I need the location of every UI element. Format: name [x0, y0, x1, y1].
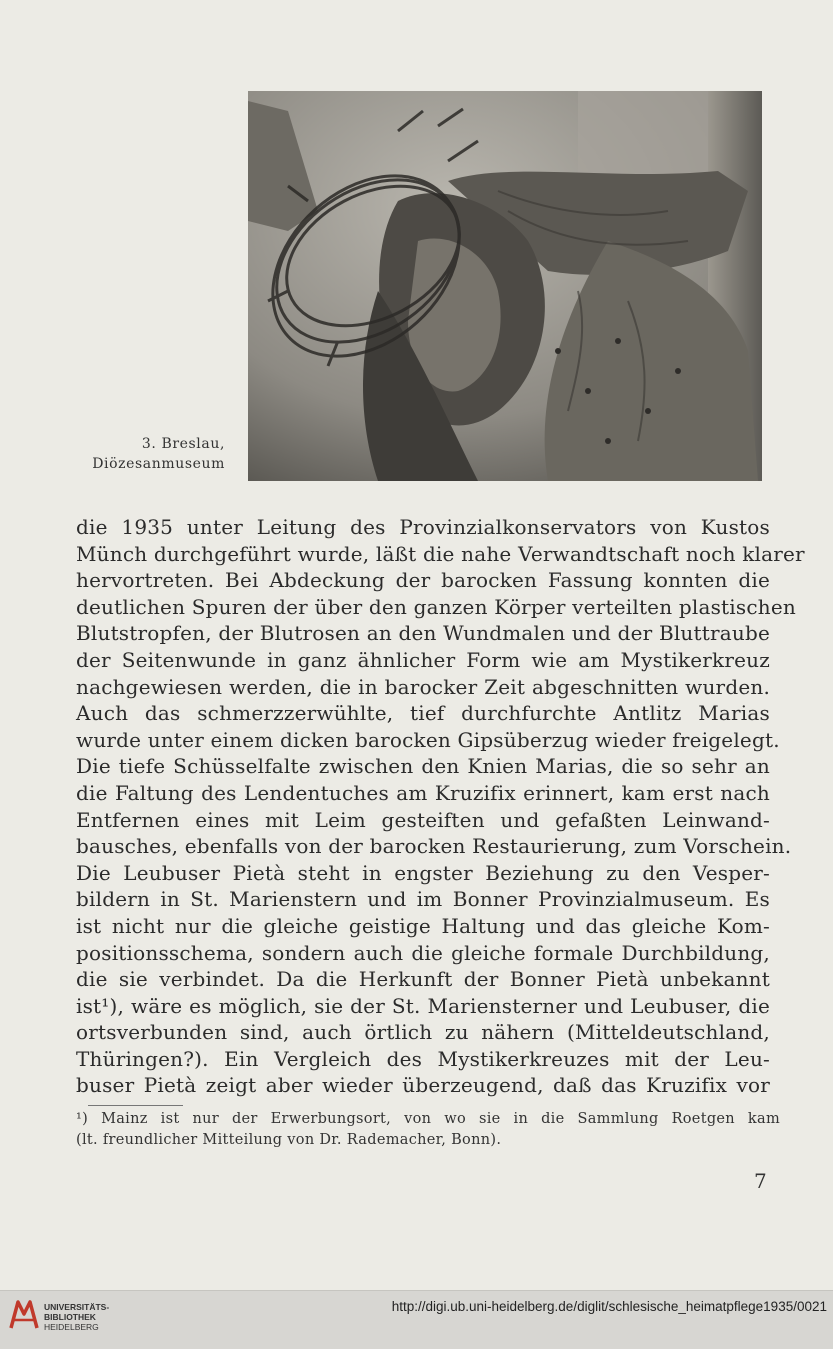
- text-line: nachgewiesen werden, die in barocker Zeit abgeschnitten wurden.: [76, 674, 770, 699]
- library-logo-icon[interactable]: [8, 1298, 40, 1332]
- crucifix-head-photo: [248, 91, 762, 481]
- figure-photo: [248, 91, 762, 481]
- text-line: Die tiefe Schüsselfalte zwischen den Knien Marias, die so sehr an: [76, 754, 770, 779]
- text-line: bildern in St. Marienstern und im Bonner Provinzialmuseum. Es: [76, 887, 770, 912]
- text-line: die 1935 unter Leitung des Provinzialkonservators von Kustos: [76, 515, 770, 539]
- text-line: hervortreten. Bei Abdeckung der barocken Fassung konnten die: [76, 568, 770, 593]
- footnote-line: (lt. freundlicher Mitteilung von Dr. Rademacher, Bonn).: [76, 1132, 502, 1148]
- text-line: Die Leubuser Pietà steht in engster Beziehung zu den Vesper-: [76, 860, 770, 885]
- body-text: [76, 514, 805, 1099]
- text-line: deutlichen Spuren der über den ganzen Körper verteilten plastischen: [76, 594, 796, 619]
- text-line: Entfernen eines mit Leim gesteiften und gefaßten Leinwand-: [76, 807, 770, 832]
- footnote-line: ¹) Mainz ist nur der Erwerbungsort, von wo sie in die Sammlung Roetgen kam: [76, 1111, 780, 1127]
- text-line: die sie verbindet. Da die Herkunft der Bonner Pietà unbekannt: [76, 967, 770, 992]
- text-line: Thüringen?). Ein Vergleich des Mystikerkreuzes mit der Leu-: [76, 1046, 770, 1071]
- viewer-footer: [0, 1290, 833, 1349]
- text-line: die Faltung des Lendentuches am Kruzifix erinnert, kam erst nach: [76, 780, 770, 805]
- source-url-link[interactable]: http://digi.ub.uni-heidelberg.de/diglit/schlesische_heimatpflege1935/0021: [391, 1299, 827, 1314]
- text-line: wurde unter einem dicken barocken Gipsüberzug wieder freigelegt.: [76, 727, 780, 752]
- library-name-line: HEIDELBERG: [44, 1322, 99, 1332]
- text-line: ist nicht nur die gleiche geistige Haltung und das gleiche Kom-: [76, 913, 770, 938]
- library-name-line: BIBLIOTHEK: [44, 1312, 96, 1322]
- library-name-line: UNIVERSITÄTS-: [44, 1302, 110, 1312]
- figure-caption: [60, 434, 225, 474]
- caption-line: Diözesanmuseum: [92, 456, 225, 472]
- library-name[interactable]: [44, 1302, 109, 1332]
- caption-line: 3. Breslau,: [141, 436, 225, 452]
- text-line: ist¹), wäre es möglich, sie der St. Mariensterner und Leubuser, die: [76, 993, 770, 1018]
- footnote-divider: [88, 1105, 183, 1106]
- text-line: bausches, ebenfalls von der barocken Restaurierung, zum Vorschein.: [76, 834, 792, 859]
- text-line: Auch das schmerzzerwühlte, tief durchfurchte Antlitz Marias: [76, 701, 770, 726]
- text-line: Münch durchgeführt wurde, läßt die nahe Verwandtschaft noch klarer: [76, 541, 805, 566]
- text-line: Blutstropfen, der Blutrosen an den Wundmalen und der Bluttraube: [76, 621, 770, 646]
- page-number: 7: [754, 1169, 767, 1193]
- text-line: positionsschema, sondern auch die gleiche formale Durchbildung,: [76, 940, 770, 965]
- text-line: der Seitenwunde in ganz ähnlicher Form wie am Mystikerkreuz: [76, 647, 770, 672]
- text-line: buser Pietà zeigt aber wieder überzeugend, daß das Kruzifix vor: [76, 1073, 770, 1098]
- footnote: [76, 1109, 780, 1151]
- text-line: ortsverbunden sind, auch örtlich zu nähern (Mitteldeutschland,: [76, 1020, 770, 1045]
